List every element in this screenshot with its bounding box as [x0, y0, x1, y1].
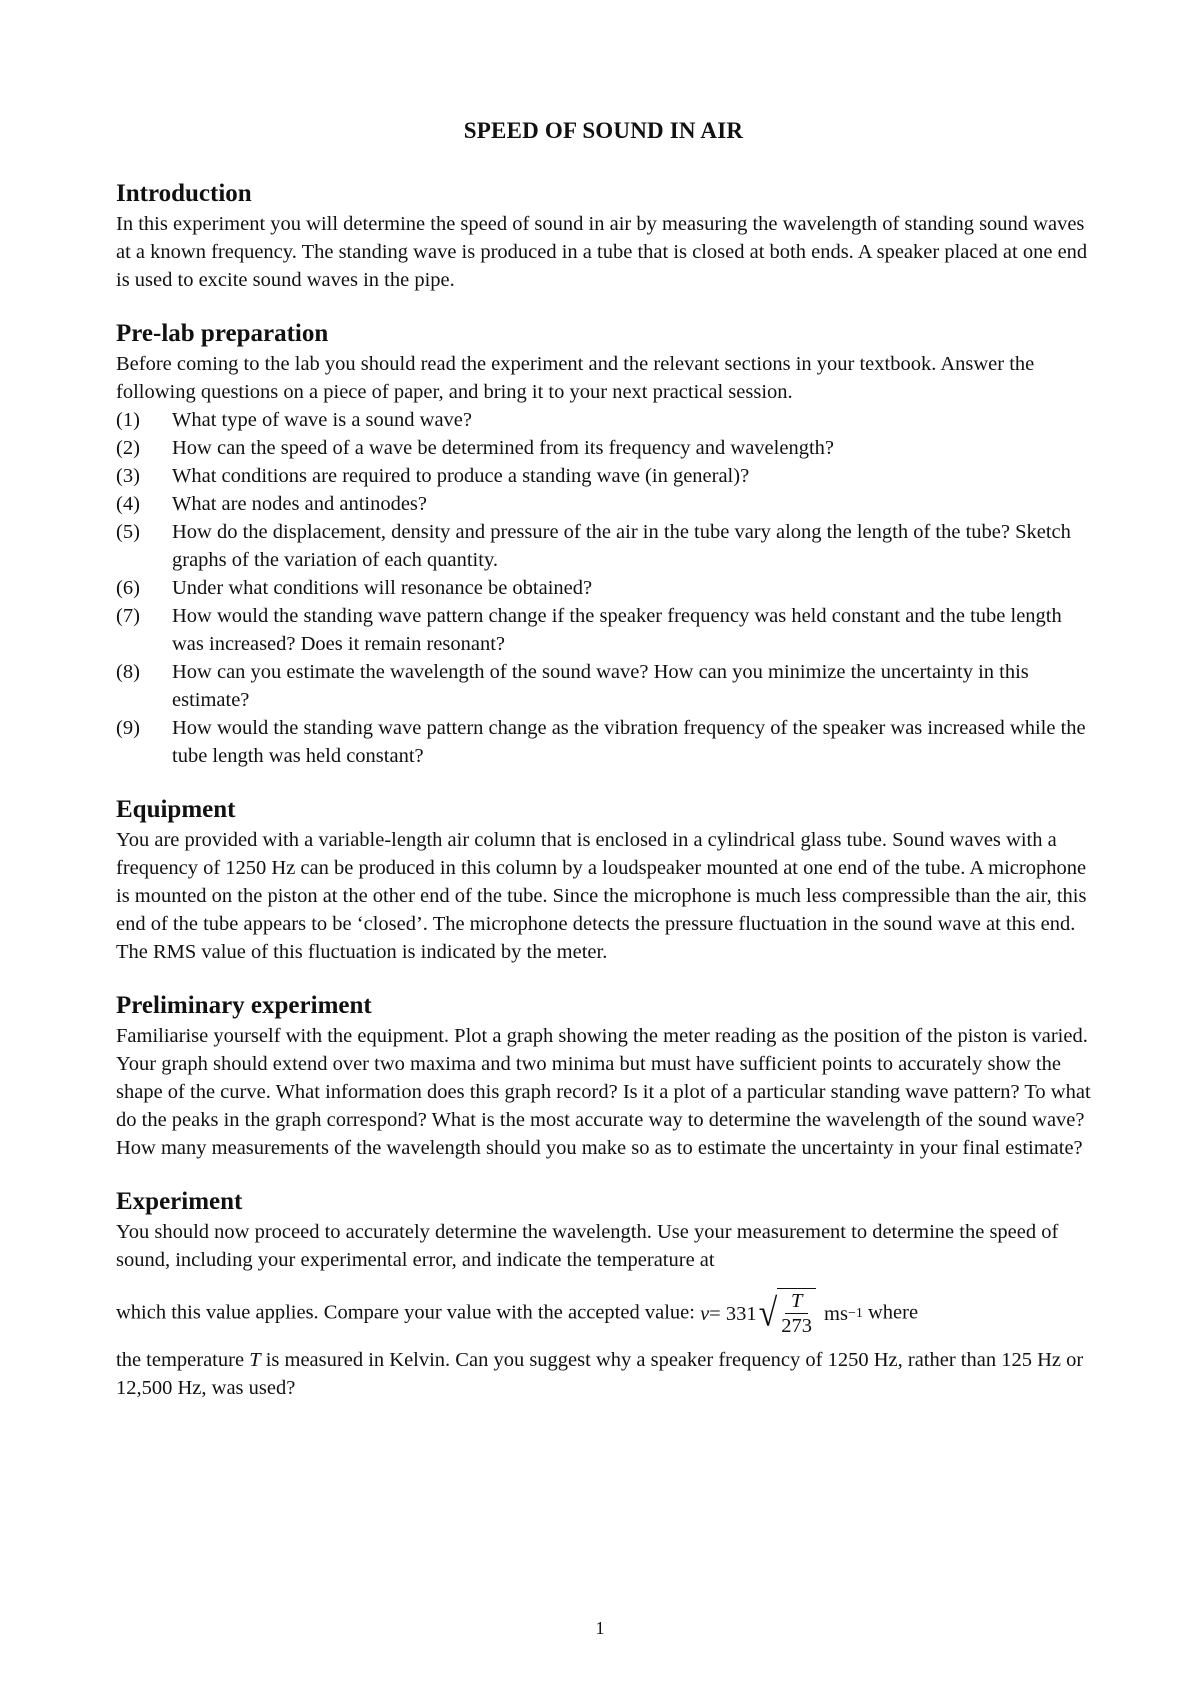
formula-line	[116, 1288, 1091, 1340]
fraction	[777, 1288, 816, 1340]
paragraph-equipment: You are provided with a variable-length air column that is enclosed in a cylindrical glass tube. Sound waves with a frequency of 1250 Hz can be produced in this column by a loudspeaker mounted at one end of the tube. A microphone is mounted on the piston at the other end of the tube. Since the microphone is much less compressible than the air, this end of the tube appears to be ‘closed’. The microphone detects the pressure fluctuation in the sound wave at this end. The RMS value of this fluctuation is indicated by the meter.	[116, 829, 1087, 963]
question-item	[116, 490, 1091, 518]
question-text: How can you estimate the wavelength of the sound wave? How can you minimize the uncertainty in this estimate?	[172, 661, 1029, 711]
question-text: What are nodes and antinodes?	[172, 493, 428, 515]
question-text: How would the standing wave pattern change as the vibration frequency of the speaker was increased while the tube length was held constant?	[172, 717, 1086, 767]
question-number: (2)	[116, 437, 140, 459]
paragraph-experiment-continued	[116, 1346, 1091, 1402]
question-item	[116, 406, 1091, 434]
formula-lead-text: which this value applies. Compare your value with the accepted value:	[116, 1301, 701, 1324]
text-segment: the temperature	[116, 1349, 250, 1371]
paragraph-experiment: You should now proceed to accurately determine the wavelength. Use your measurement to determine the speed of sound, including your experimental error, and indicate the temperature at	[116, 1221, 1059, 1271]
question-text: How would the standing wave pattern change if the speaker frequency was held constant and the tube length was increased? Does it remain resonant?	[172, 605, 1062, 655]
question-text: Under what conditions will resonance be obtained?	[172, 577, 593, 599]
paragraph-preliminary: Familiarise yourself with the equipment. Plot a graph showing the meter reading as the position of the piston is varied. Your graph should extend over two maxima and two minima but must have sufficient points to accurately show the shape of the curve. What information does this graph record? Is it a plot of a particular standing wave pattern? To what do the peaks in the graph correspond? What is the most accurate way to determine the wavelength of the sound wave? How many measurements of the wavelength should you make so as to estimate the uncertainty in your final estimate?	[116, 1025, 1091, 1159]
question-text: What type of wave is a sound wave?	[172, 409, 472, 431]
question-number: (8)	[116, 661, 140, 683]
question-text: How can the speed of a wave be determined from its frequency and wavelength?	[172, 437, 834, 459]
paragraph-introduction: In this experiment you will determine the speed of sound in air by measuring the wavelength of standing sound waves at a known frequency. The standing wave is produced in a tube that is closed at both ends. A speaker placed at one end is used to excite sound waves in the pipe.	[116, 213, 1088, 291]
question-text: How do the displacement, density and pressure of the air in the tube vary along the length of the tube? Sketch graphs of the variation of each quantity.	[172, 521, 1071, 571]
question-item	[116, 658, 1091, 714]
question-number: (7)	[116, 605, 140, 627]
question-item	[116, 518, 1091, 574]
section-prelab	[116, 318, 1091, 770]
section-experiment	[116, 1186, 1091, 1402]
question-item	[116, 434, 1091, 462]
fraction-numerator: T	[785, 1289, 808, 1314]
question-item	[116, 602, 1091, 658]
section-introduction	[116, 178, 1091, 294]
paragraph-prelab: Before coming to the lab you should read the experiment and the relevant sections in your textbook. Answer the following questions on a piece of paper, and bring it to your next practical session.	[116, 353, 1035, 403]
heading-equipment: Equipment	[116, 796, 236, 823]
question-number: (6)	[116, 577, 140, 599]
square-root	[759, 1288, 816, 1340]
question-number: (1)	[116, 409, 140, 431]
text-segment: is measured in Kelvin. Can you suggest why a speaker frequency of 1250 Hz, rather than 125 Hz or 12,500 Hz, was used?	[116, 1349, 1084, 1399]
heading-preliminary: Preliminary experiment	[116, 992, 372, 1019]
fraction-denominator: 273	[781, 1315, 813, 1337]
question-list	[116, 406, 1091, 770]
speed-formula	[700, 1288, 863, 1340]
question-number: (9)	[116, 717, 140, 739]
question-item	[116, 462, 1091, 490]
question-number: (4)	[116, 493, 140, 515]
question-item	[116, 574, 1091, 602]
question-number: (5)	[116, 521, 140, 543]
question-text: What conditions are required to produce a standing wave (in general)?	[172, 465, 750, 487]
formula-exponent: −1	[847, 1306, 863, 1321]
formula-tail-text: where	[868, 1301, 919, 1324]
formula-variable-v: v	[700, 1303, 710, 1325]
heading-prelab: Pre-lab preparation	[116, 320, 329, 347]
page-number: 1	[595, 1618, 605, 1638]
document-page	[116, 118, 1091, 1426]
formula-equals: = 331	[709, 1303, 757, 1325]
radical-sign-icon: √	[758, 1292, 778, 1335]
heading-introduction: Introduction	[116, 180, 252, 207]
document-title: SPEED OF SOUND IN AIR	[463, 118, 744, 143]
question-item	[116, 714, 1091, 770]
formula-unit: ms	[824, 1303, 848, 1325]
section-equipment	[116, 794, 1091, 966]
temperature-variable: T	[249, 1349, 261, 1371]
question-number: (3)	[116, 465, 140, 487]
section-preliminary	[116, 990, 1091, 1162]
heading-experiment: Experiment	[116, 1188, 243, 1215]
